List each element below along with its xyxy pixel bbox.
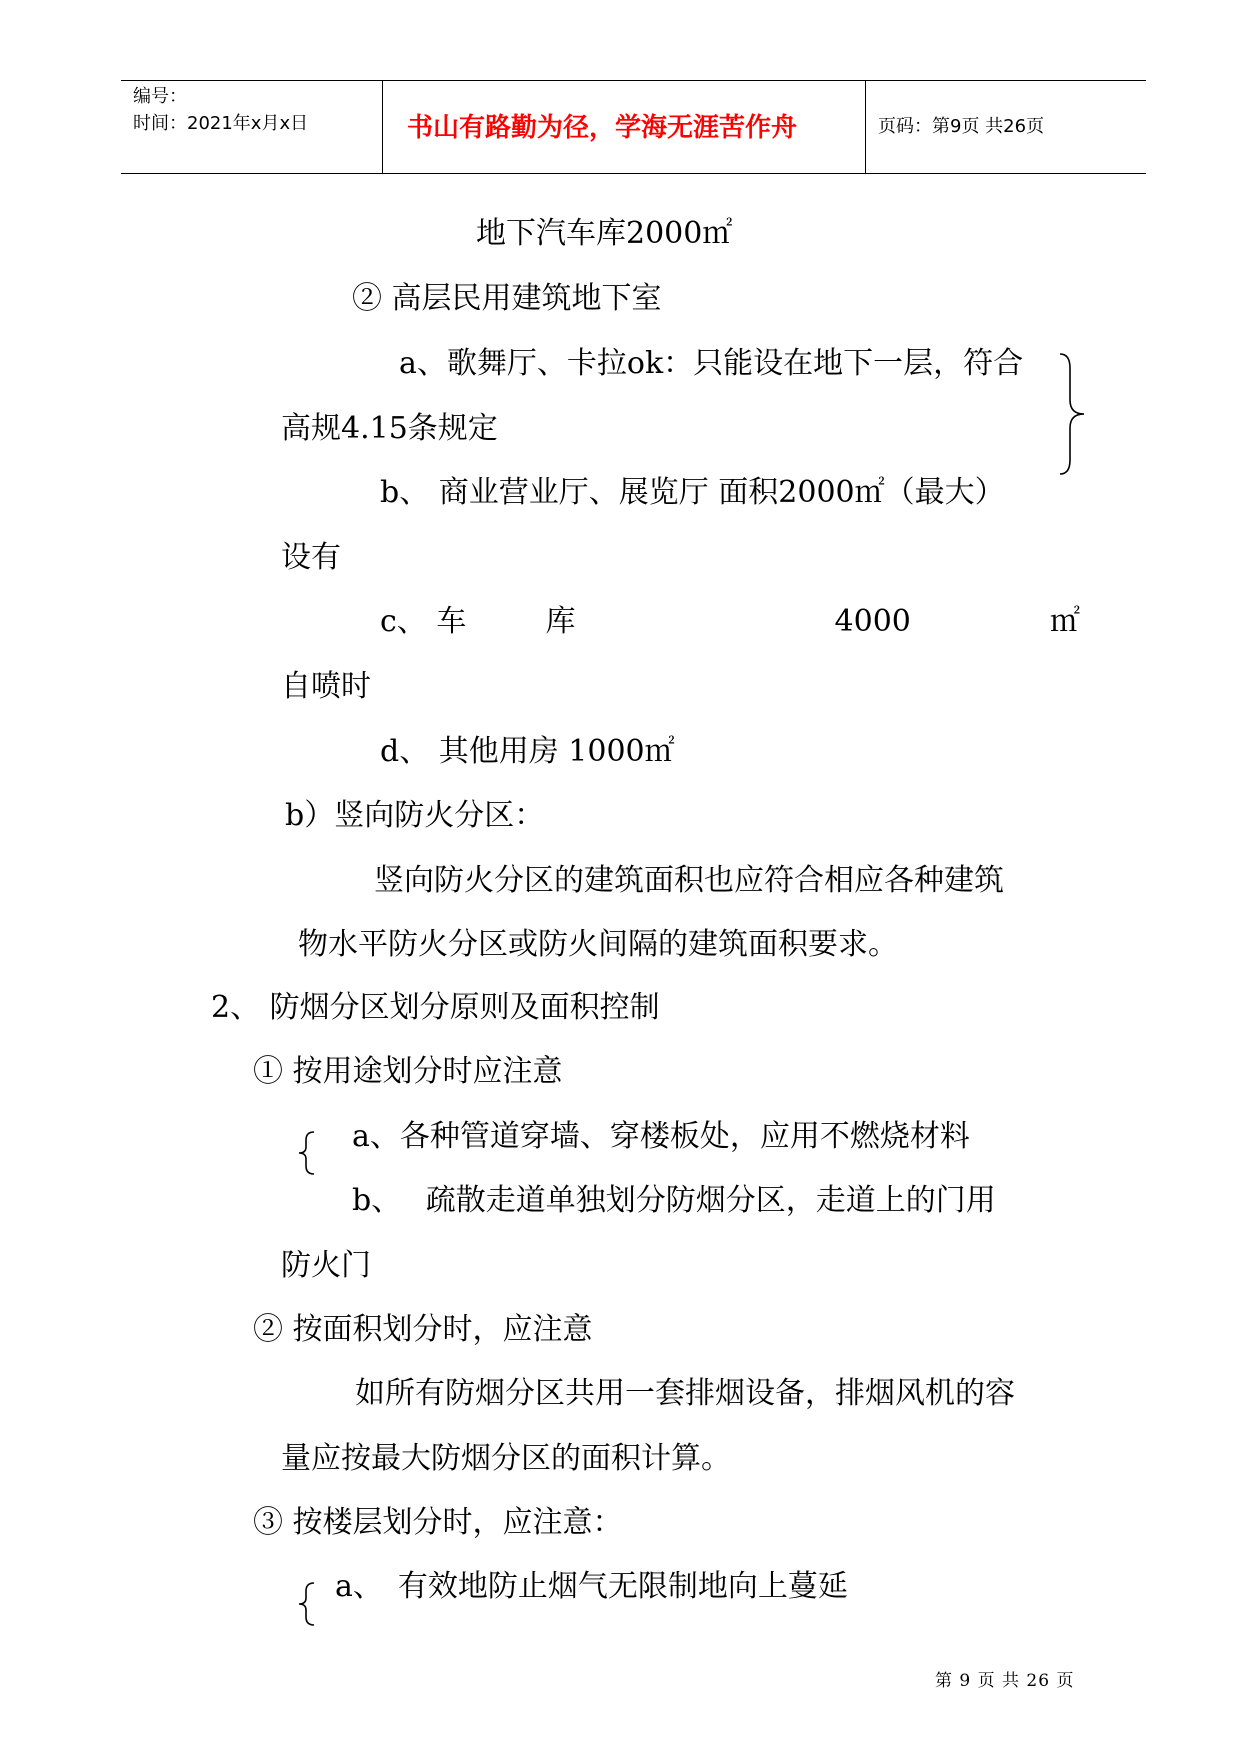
line-c-label: c、 车 bbox=[380, 604, 467, 639]
right-brace bbox=[1058, 352, 1088, 476]
header-motto: 书山有路勤为径，学海无涯苦作舟 bbox=[407, 113, 798, 143]
item-2-para: 如所有防烟分区共用一套排烟设备，排烟风机的容 bbox=[355, 1376, 1015, 1411]
item-3-a: a、 有效地防止烟气无限制地向上蔓延 bbox=[335, 1569, 848, 1604]
line-c-garage bbox=[380, 602, 1080, 642]
line-b-business-hall-cont: 设有 bbox=[281, 540, 341, 575]
header-divider-right bbox=[865, 81, 866, 174]
item-1-heading: ① 按用途划分时应注意 bbox=[253, 1054, 563, 1089]
left-brace-2 bbox=[296, 1581, 316, 1627]
item-1-a: a、各种管道穿墙、穿楼板处，应用不燃烧材料 bbox=[352, 1119, 970, 1154]
header-divider-left bbox=[382, 81, 383, 174]
item-2-heading: ② 按面积划分时，应注意 bbox=[253, 1312, 593, 1347]
item-2-para-cont: 量应按最大防烟分区的面积计算。 bbox=[281, 1441, 731, 1476]
line-b-business-hall: b、 商业营业厅、展览厅 面积2000㎡（最大） bbox=[380, 475, 1005, 510]
line-a-dance-hall-cont: 高规4.15条规定 bbox=[281, 411, 498, 446]
line-basement-heading: ② 高层民用建筑地下室 bbox=[352, 281, 662, 316]
section-2-heading: 2、 防烟分区划分原则及面积控制 bbox=[211, 990, 660, 1025]
line-garage: 地下汽车库2000㎡ bbox=[476, 216, 733, 251]
footer-page-number: 第 9 页 共 26 页 bbox=[935, 1671, 1075, 1691]
line-c-word: 库 bbox=[545, 604, 576, 639]
header-top-rule bbox=[121, 80, 1146, 81]
header-bottom-rule bbox=[121, 173, 1146, 174]
para-vertical: 竖向防火分区的建筑面积也应符合相应各种建筑 bbox=[374, 863, 1004, 898]
doc-number-label: 编号： bbox=[133, 86, 187, 107]
line-c-value: 4000 bbox=[834, 604, 911, 639]
line-b-vertical-heading: b）竖向防火分区： bbox=[285, 798, 545, 833]
line-a-dance-hall: a、歌舞厅、卡拉ok：只能设在地下一层，符合 bbox=[399, 346, 1024, 381]
line-c-unit: ㎡ bbox=[1049, 604, 1080, 639]
doc-time-label: 时间：2021年x月x日 bbox=[133, 113, 309, 134]
header-page-label: 页码：第9页 共26页 bbox=[878, 116, 1045, 137]
left-brace-1 bbox=[296, 1130, 316, 1176]
line-d-other-rooms: d、 其他用房 1000㎡ bbox=[380, 734, 675, 769]
para-vertical-cont: 物水平防火分区或防火间隔的建筑面积要求。 bbox=[298, 927, 898, 962]
item-1-b: b、 疏散走道单独划分防烟分区，走道上的门用 bbox=[352, 1183, 996, 1218]
item-1-b-cont: 防火门 bbox=[281, 1248, 371, 1283]
line-c-garage-cont: 自喷时 bbox=[281, 669, 371, 704]
item-3-heading: ③ 按楼层划分时，应注意： bbox=[253, 1505, 623, 1540]
